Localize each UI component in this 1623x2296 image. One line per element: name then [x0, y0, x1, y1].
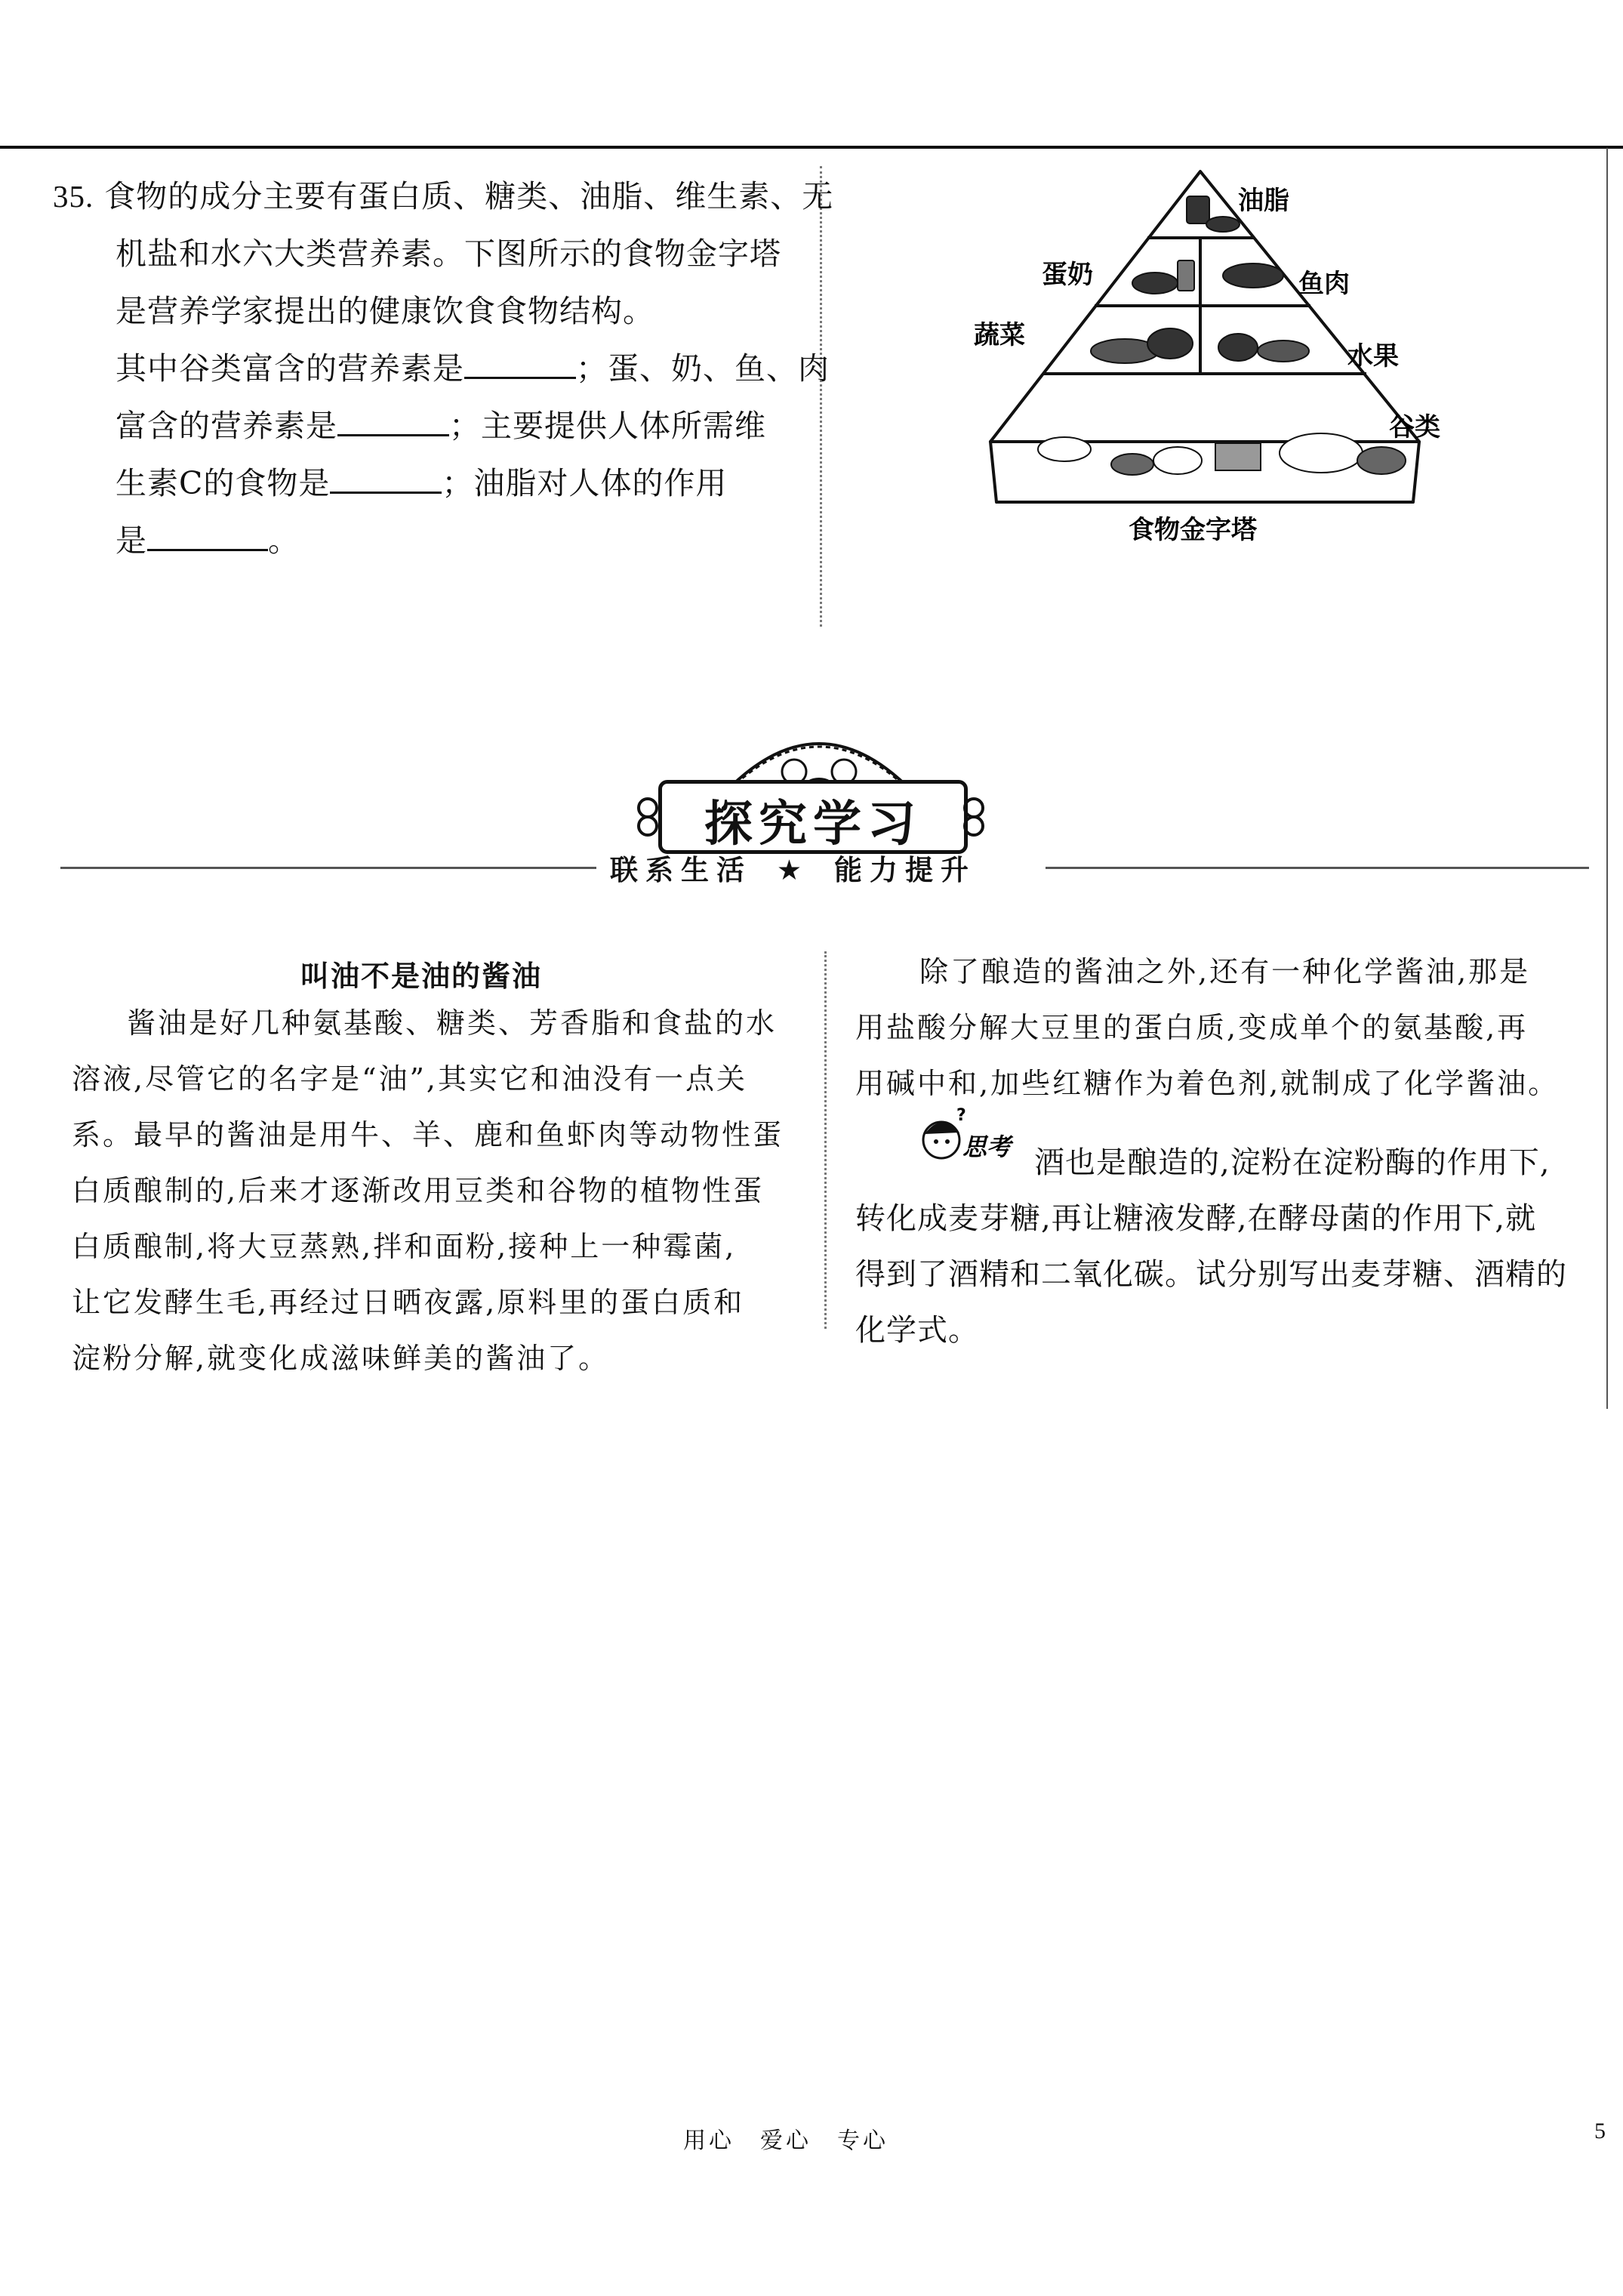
question-number: 35.: [53, 179, 94, 214]
subtitle-right: 能力提升: [833, 854, 976, 886]
pyramid-label-fish-meat: 鱼肉: [1298, 269, 1350, 299]
question-35-line-6: [115, 455, 727, 512]
thinking-kid-icon: [917, 1106, 1030, 1166]
question-35-line-1: [53, 168, 833, 225]
think-line-1: 酒也是酿造的,淀粉在淀粉酶的作用下,: [1034, 1145, 1551, 1180]
answer-blank-oil-function[interactable]: [147, 523, 268, 551]
pyramid-label-oil: 油脂: [1238, 186, 1289, 216]
question-35-line-2: 机盐和水六大类营养素。下图所示的食物金字塔: [115, 236, 781, 272]
article-left-line-5: 白质酿制,将大豆蒸熟,拌和面粉,接种上一种霉菌,: [72, 1230, 737, 1263]
article-left-line-4: 白质酿制的,后来才逐渐改用豆类和谷物的植物性蛋: [72, 1174, 765, 1207]
answer-blank-vitamin-c[interactable]: [330, 466, 442, 494]
line-6-text-b: ；油脂对人体的作用: [442, 465, 728, 501]
svg-text:?: ?: [956, 1106, 966, 1125]
page-number: 5: [1594, 2119, 1606, 2143]
scroll-end-left-icon: [633, 793, 663, 838]
think-label: 思考: [962, 1133, 1012, 1161]
article-left-line-1: 酱油是好几种氨基酸、糖类、芳香脂和食盐的水: [127, 1006, 778, 1040]
article-left-line-3: 系。最早的酱油是用牛、羊、鹿和鱼虾肉等动物性蛋: [72, 1118, 784, 1151]
article-right-line-3: 用碱中和,加些红糖作为着色剂,就制成了化学酱油。: [855, 1067, 1560, 1100]
article-left-line-2: 溶液,尽管它的名字是“油”,其实它和油没有一点关: [72, 1062, 748, 1096]
line-6-text-a: 生素C的食物是: [115, 465, 331, 501]
pyramid-label-vegetables: 蔬菜: [974, 320, 1025, 350]
article-right-line-1: 除了酿造的酱油之外,还有一种化学酱油,那是: [919, 955, 1531, 988]
footer-motto: 用心 爱心 专心: [683, 2128, 888, 2154]
scroll-end-right-icon: [959, 793, 989, 838]
line-7-text-a: 是: [115, 522, 147, 559]
think-line-3: 得到了酒精和二氧化碳。试分别写出麦芽糖、酒精的: [855, 1257, 1567, 1292]
line-7-text-b: 。: [268, 522, 300, 559]
article-right-line-2: 用盐酸分解大豆里的蛋白质,变成单个的氨基酸,再: [855, 1011, 1529, 1044]
subtitle-left: 联系生活: [610, 854, 752, 886]
question-35-line-5: [115, 397, 766, 455]
subtitle-rule-left: [60, 867, 596, 869]
right-edge-rule: [1606, 148, 1608, 1409]
article-column-divider: [824, 951, 827, 1329]
star-icon: ★: [776, 854, 810, 886]
line-5-text-b: ；主要提供人体所需维: [449, 408, 766, 444]
question-35-line-4: [115, 340, 830, 397]
think-line-2: 转化成麦芽糖,再让糖液发酵,在酵母菌的作用下,就: [855, 1201, 1537, 1236]
answer-blank-grains[interactable]: [464, 351, 576, 379]
line-5-text-a: 富含的营养素是: [115, 408, 337, 444]
line-4-text-b: ；蛋、奶、鱼、肉: [576, 350, 830, 387]
food-pyramid-illustration: [974, 162, 1440, 555]
answer-blank-egg-meat[interactable]: [337, 408, 449, 436]
article-title: 叫油不是油的酱油: [300, 960, 543, 993]
subtitle-rule-right: [1046, 867, 1589, 869]
section-subtitle: [610, 847, 976, 888]
think-line-4: 化学式。: [855, 1313, 979, 1348]
article-left-line-7: 淀粉分解,就变化成滋味鲜美的酱油了。: [72, 1342, 610, 1375]
line-4-text-a: 其中谷类富含的营养素是: [115, 350, 464, 387]
question-35-line-3: 是营养学家提出的健康饮食食物结构。: [115, 293, 654, 329]
pyramid-label-grains: 谷类: [1389, 412, 1440, 442]
pyramid-caption: 食物金字塔: [1129, 515, 1257, 545]
top-rule: [0, 146, 1623, 149]
pyramid-label-egg-milk: 蛋奶: [1042, 260, 1093, 290]
question-35-line-7: [115, 512, 300, 569]
question-line-1-text: 食物的成分主要有蛋白质、糖类、油脂、维生素、无: [104, 178, 834, 214]
pyramid-label-fruit: 水果: [1347, 341, 1399, 371]
article-left-line-6: 让它发酵生毛,再经过日晒夜露,原料里的蛋白质和: [72, 1286, 745, 1319]
section-badge-title: 探究学习: [704, 797, 922, 852]
